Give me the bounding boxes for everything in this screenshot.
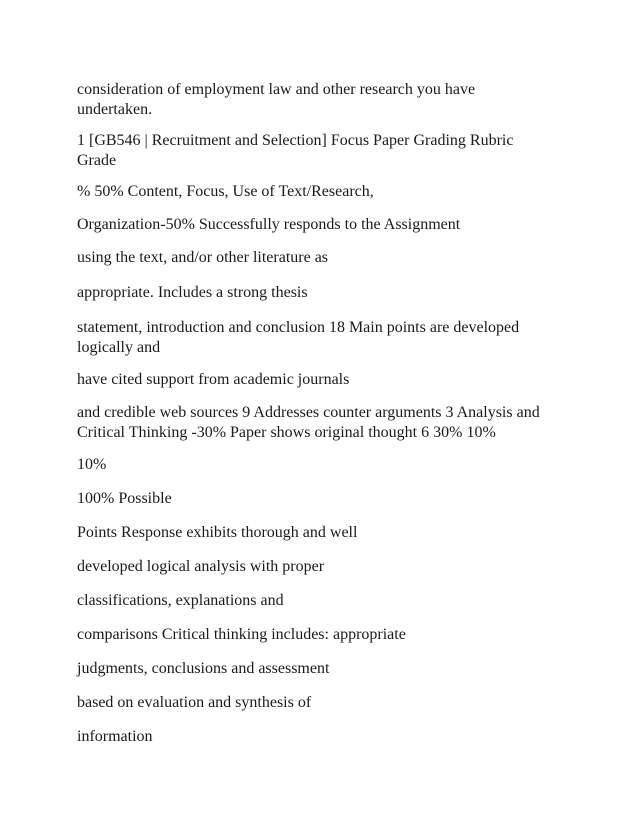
paragraph: [77, 403, 557, 443]
paragraph-line: information: [77, 728, 153, 745]
paragraph-line: comparisons Critical thinking includes: appropriate: [77, 626, 406, 643]
paragraph: [77, 182, 557, 202]
paragraph-line: and credible web sources 9 Addresses counter arguments 3 Analysis and: [77, 404, 540, 421]
paragraph-line: % 50% Content, Focus, Use of Text/Research,: [77, 183, 374, 200]
paragraph-line: 10%: [77, 456, 107, 473]
paragraph: [77, 557, 557, 577]
paragraph: [77, 693, 557, 713]
paragraph-line: developed logical analysis with proper: [77, 558, 325, 575]
paragraph-line: judgments, conclusions and assessment: [77, 660, 330, 677]
paragraph: [77, 80, 557, 120]
paragraph: [77, 215, 557, 235]
paragraph-line: Critical Thinking -30% Paper shows original thought 6 30% 10%: [77, 424, 496, 441]
paragraph: [77, 248, 557, 268]
paragraph-line: classifications, explanations and: [77, 592, 284, 609]
paragraph-line: Points Response exhibits thorough and well: [77, 524, 358, 541]
paragraph-line: undertaken.: [77, 101, 153, 118]
paragraph: [77, 523, 557, 543]
paragraph: [77, 455, 557, 475]
paragraph-line: statement, introduction and conclusion 18 Main points are developed: [77, 319, 520, 336]
paragraph-line: Organization-50% Successfully responds to the Assignment: [77, 216, 461, 233]
paragraph-line: have cited support from academic journals: [77, 371, 350, 388]
paragraph: [77, 318, 557, 358]
paragraph-line: logically and: [77, 339, 161, 356]
paragraph: [77, 283, 557, 303]
paragraph: [77, 625, 557, 645]
paragraph-line: using the text, and/or other literature as: [77, 249, 329, 266]
paragraph-line: 100% Possible: [77, 490, 172, 507]
paragraph-line: appropriate. Includes a strong thesis: [77, 284, 308, 301]
paragraph-line: based on evaluation and synthesis of: [77, 694, 312, 711]
paragraph: [77, 131, 557, 171]
paragraph: [77, 591, 557, 611]
paragraph-line: Grade: [77, 152, 117, 169]
paragraph-line: consideration of employment law and other research you have: [77, 81, 476, 98]
paragraph-line: 1 [GB546 | Recruitment and Selection] Focus Paper Grading Rubric: [77, 132, 514, 149]
paragraph: [77, 370, 557, 390]
paragraph: [77, 489, 557, 509]
paragraph: [77, 659, 557, 679]
paragraph: [77, 727, 557, 747]
